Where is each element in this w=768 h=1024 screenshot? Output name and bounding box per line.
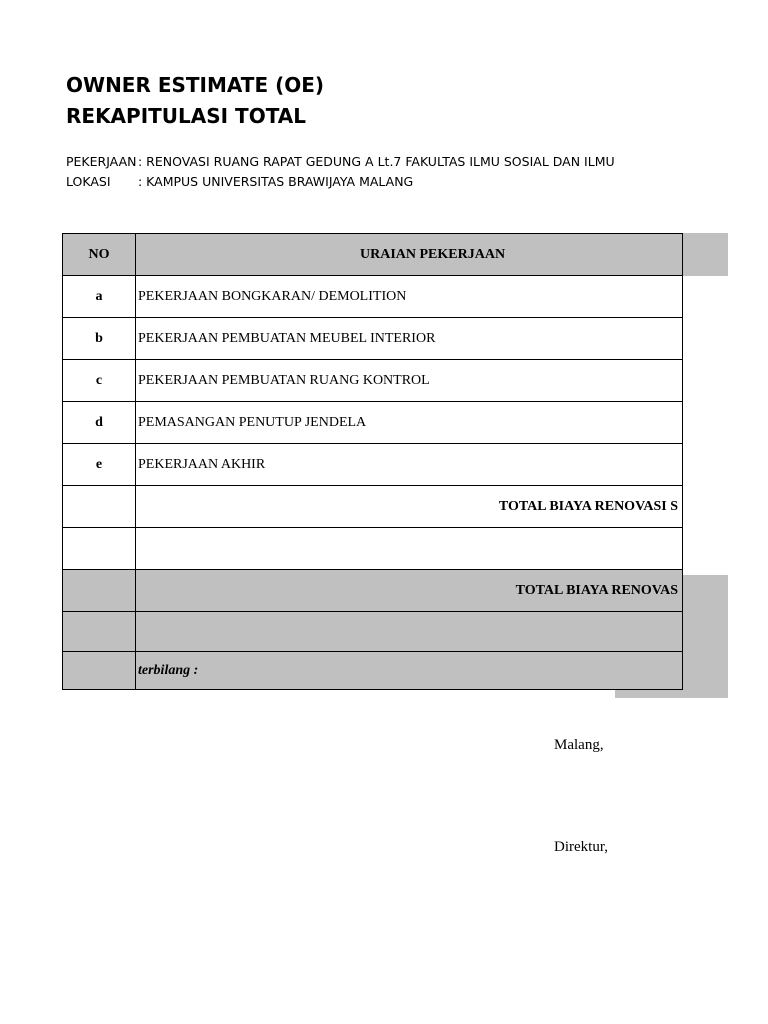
table-row xyxy=(63,318,683,360)
pekerjaan-value: : RENOVASI RUANG RAPAT GEDUNG A Lt.7 FAKULTAS ILMU SOSIAL DAN ILMU xyxy=(138,154,615,169)
recap-sheet xyxy=(62,233,728,698)
row-description: PEKERJAAN PEMBUATAN MEUBEL INTERIOR xyxy=(136,318,683,360)
table-row xyxy=(63,276,683,318)
recap-table xyxy=(62,233,683,690)
row-no: a xyxy=(63,276,136,318)
subtotal-row xyxy=(63,486,683,528)
lokasi-label: LOKASI xyxy=(66,174,111,189)
row-description: PEKERJAAN BONGKARAN/ DEMOLITION xyxy=(136,276,683,318)
grey-blank-desc-cell xyxy=(136,612,683,652)
terbilang-label: terbilang : xyxy=(136,652,683,690)
terbilang-row xyxy=(63,652,683,690)
grand-total-no-cell xyxy=(63,570,136,612)
header-no: NO xyxy=(63,234,136,276)
row-description: PEMASANGAN PENUTUP JENDELA xyxy=(136,402,683,444)
subtotal-label: TOTAL BIAYA RENOVASI S xyxy=(136,486,683,528)
grand-total-row xyxy=(63,570,683,612)
document-title: OWNER ESTIMATE (OE) xyxy=(66,73,325,97)
blank-row xyxy=(63,528,683,570)
pekerjaan-line xyxy=(66,154,616,170)
signatory-label: Direktur, xyxy=(554,839,608,855)
terbilang-no-cell xyxy=(63,652,136,690)
table-clip xyxy=(62,233,678,698)
subtotal-no-cell xyxy=(63,486,136,528)
pekerjaan-label: PEKERJAAN xyxy=(66,154,137,169)
table-row xyxy=(63,360,683,402)
blank-no-cell xyxy=(63,528,136,570)
row-no: e xyxy=(63,444,136,486)
grand-total-label: TOTAL BIAYA RENOVAS xyxy=(136,570,683,612)
table-row xyxy=(63,402,683,444)
row-no: c xyxy=(63,360,136,402)
document-subtitle: REKAPITULASI TOTAL xyxy=(66,104,307,128)
lokasi-line xyxy=(66,174,616,190)
row-description: PEKERJAAN PEMBUATAN RUANG KONTROL xyxy=(136,360,683,402)
row-no: d xyxy=(63,402,136,444)
table-header-row xyxy=(63,234,683,276)
place-label: Malang, xyxy=(554,737,604,753)
table-row xyxy=(63,444,683,486)
grey-blank-no-cell xyxy=(63,612,136,652)
lokasi-value: : KAMPUS UNIVERSITAS BRAWIJAYA MALANG xyxy=(138,174,414,189)
header-description: URAIAN PEKERJAAN xyxy=(136,234,683,276)
row-no: b xyxy=(63,318,136,360)
blank-desc-cell xyxy=(136,528,683,570)
grey-blank-row xyxy=(63,612,683,652)
row-description: PEKERJAAN AKHIR xyxy=(136,444,683,486)
